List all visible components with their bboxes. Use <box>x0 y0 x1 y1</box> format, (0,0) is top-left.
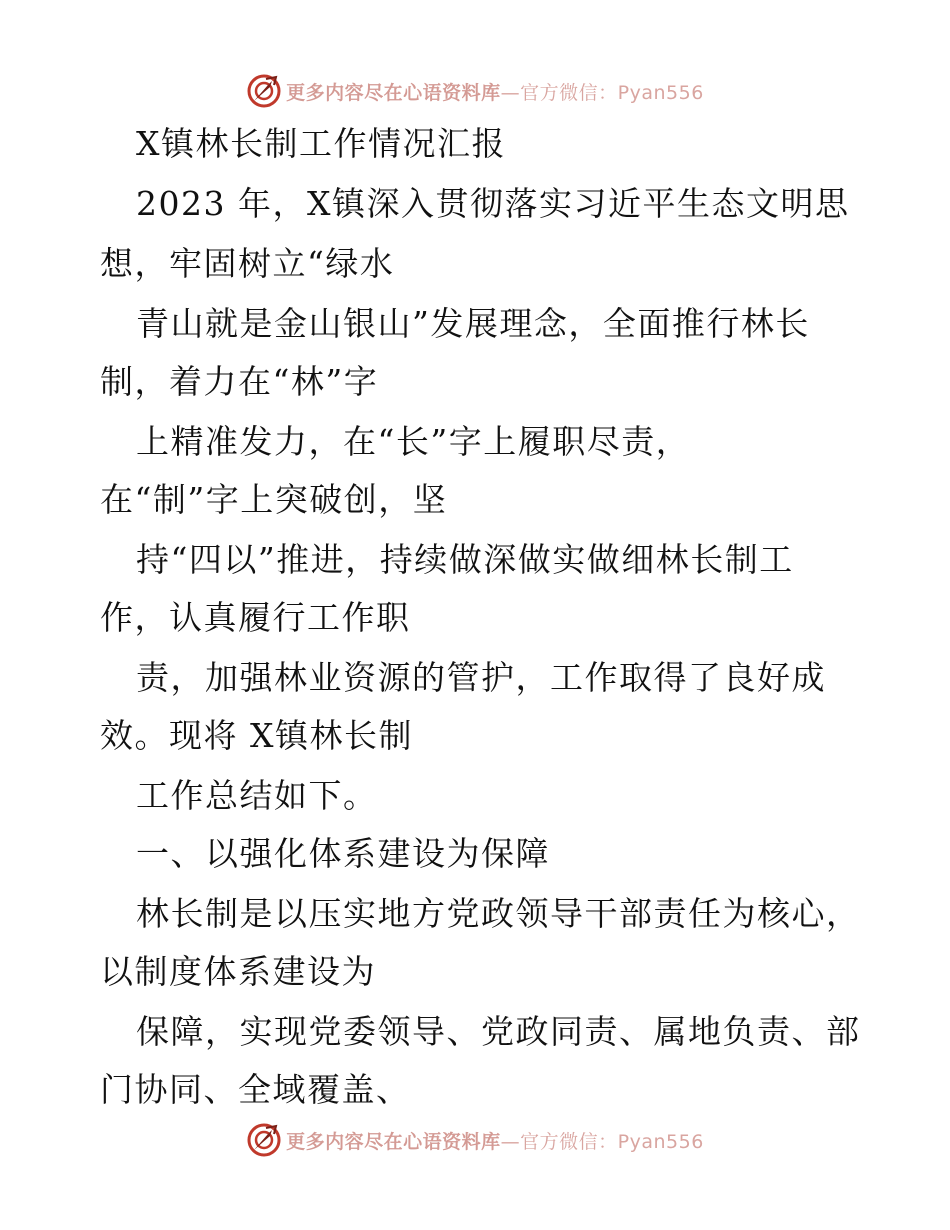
paragraph-line: 想，牢固树立“绿水 <box>100 244 395 283</box>
paragraph-line: 作，认真履行工作职 <box>100 598 411 637</box>
paragraph-line: 2023 年，X镇深入贯彻落实习近平生态文明思 <box>136 184 850 223</box>
paragraph-line: 在“制”字上突破创，坚 <box>100 480 448 519</box>
paragraph-line: 门协同、全域覆盖、 <box>100 1070 411 1109</box>
paragraph-line: 持“四以”推进，持续做深做实做细林长制工 <box>136 540 794 579</box>
watermark-text: 更多内容尽在心语资料库—官方微信：Pyan556 <box>286 81 704 104</box>
paragraph-line: 青山就是金山银山”发展理念，全面推行林长 <box>136 304 810 343</box>
watermark-footer <box>0 1120 950 1160</box>
paragraph-line: 效。现将 X镇林长制 <box>100 716 413 755</box>
paragraph-line: 保障，实现党委领导、党政同责、属地负责、部 <box>136 1012 861 1051</box>
paragraph-line: 制，着力在“林”字 <box>100 362 379 401</box>
watermark-text: 更多内容尽在心语资料库—官方微信：Pyan556 <box>286 1130 704 1153</box>
paragraph-line: 工作总结如下。 <box>136 776 378 815</box>
logo-icon <box>246 73 282 109</box>
watermark-header <box>0 71 950 111</box>
paragraph-line: 上精准发力，在“长”字上履职尽责， <box>136 422 691 461</box>
logo-icon <box>246 1122 282 1158</box>
paragraph-line: 以制度体系建设为 <box>100 952 376 991</box>
section-heading: 一、以强化体系建设为保障 <box>136 834 550 873</box>
paragraph-line: 责，加强林业资源的管护，工作取得了良好成 <box>136 658 826 697</box>
doc-title: X镇林长制工作情况汇报 <box>136 124 506 163</box>
paragraph-line: 林长制是以压实地方党政领导干部责任为核心， <box>136 894 861 933</box>
